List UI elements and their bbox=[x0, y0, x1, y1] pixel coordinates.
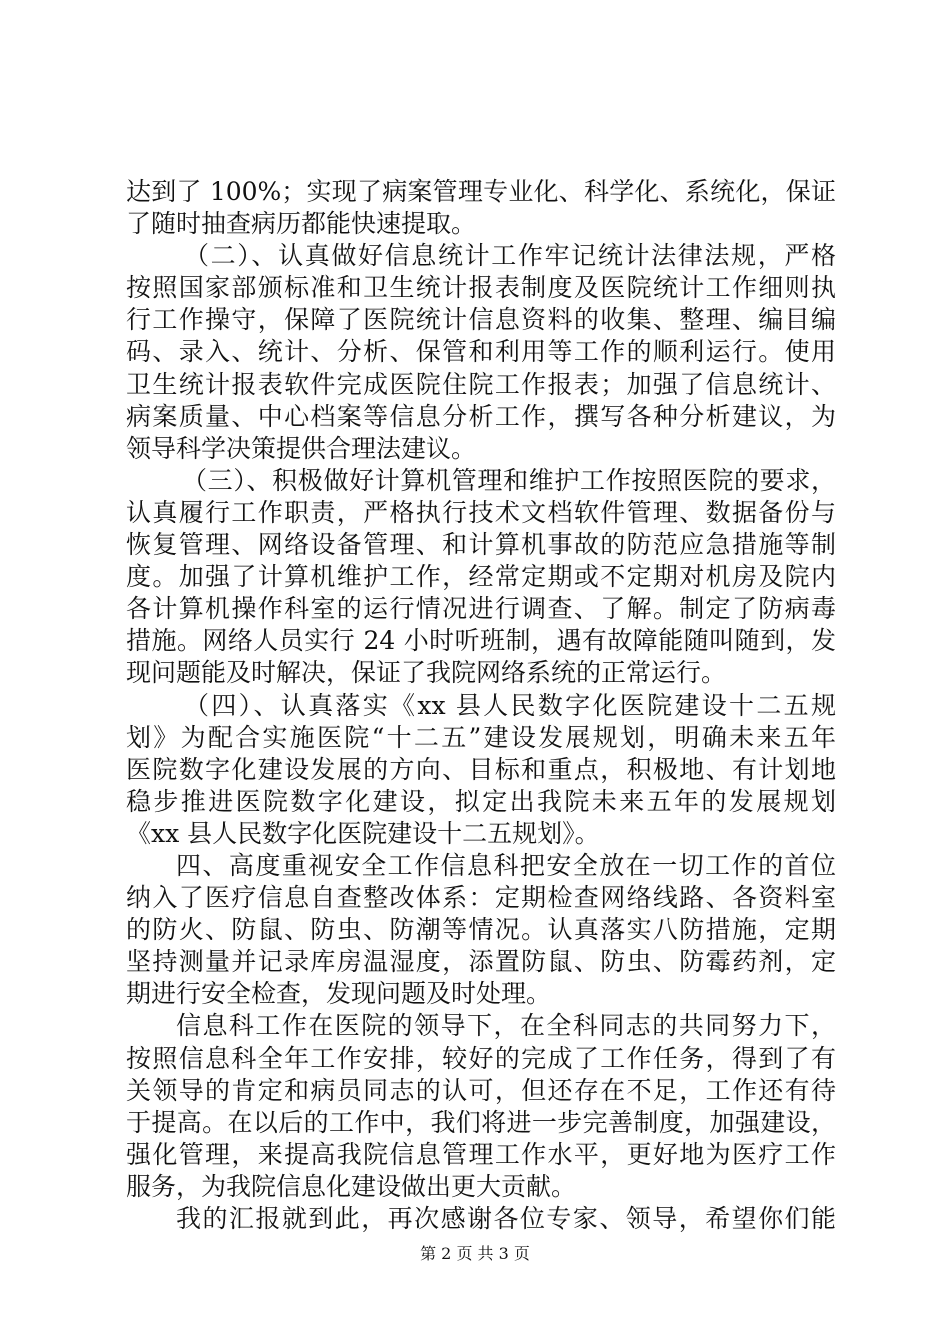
text-line: 医院数字化建设发展的方向、目标和重点，积极地、有计划地 bbox=[126, 754, 836, 784]
text-line: 《xx 县人民数字化医院建设十二五规划》。 bbox=[126, 818, 600, 848]
text-line: 度。加强了计算机维护工作，经常定期或不定期对机房及院内 bbox=[126, 562, 836, 592]
text-line: 达到了 100%；实现了病案管理专业化、科学化、系统化，保证 bbox=[126, 177, 836, 206]
text-line: 各计算机操作科室的运行情况进行调查、了解。制定了防病毒 bbox=[126, 594, 836, 624]
text-line: 按照信息科全年工作安排，较好的完成了工作任务，得到了有 bbox=[126, 1043, 836, 1073]
text-line: 了随时抽查病历都能快速提取。 bbox=[126, 209, 477, 239]
document-body bbox=[126, 176, 836, 1235]
text-line: 四、高度重视安全工作信息科把安全放在一切工作的首位 bbox=[176, 850, 836, 880]
text-line: 划》为配合实施医院“十二五”建设发展规划，明确未来五年 bbox=[126, 722, 836, 752]
text-line: 信息科工作在医院的领导下，在全科同志的共同努力下， bbox=[176, 1011, 836, 1041]
text-line: （四）、认真落实《xx 县人民数字化医院建设十二五规 bbox=[184, 690, 836, 720]
text-line: （二）、认真做好信息统计工作牢记统计法律法规，严格 bbox=[184, 241, 836, 271]
text-line: 措施。网络人员实行 24 小时听班制，遇有故障能随叫随到，发 bbox=[126, 626, 836, 656]
text-line: 卫生统计报表软件完成医院住院工作报表；加强了信息统计、 bbox=[126, 369, 836, 399]
text-line: 服务，为我院信息化建设做出更大贡献。 bbox=[126, 1171, 577, 1201]
text-line: 我的汇报就到此，再次感谢各位专家、领导，希望你们能 bbox=[176, 1204, 836, 1233]
text-line: 领导科学决策提供合理法建议。 bbox=[126, 433, 477, 463]
text-line: 码、录入、统计、分析、保管和利用等工作的顺利运行。使用 bbox=[126, 337, 836, 367]
text-line: 强化管理，来提高我院信息管理工作水平，更好地为医疗工作 bbox=[126, 1139, 836, 1169]
text-line: 行工作操守，保障了医院统计信息资料的收集、整理、编目编 bbox=[126, 305, 836, 335]
text-line: 的防火、防鼠、防虫、防潮等情况。认真落实八防措施，定期 bbox=[126, 915, 836, 945]
text-line: 稳步推进医院数字化建设，拟定出我院未来五年的发展规划 bbox=[126, 786, 836, 816]
page-number-footer: 第 2 页 共 3 页 bbox=[420, 1244, 530, 1263]
text-line: 恢复管理、网络设备管理、和计算机事故的防范应急措施等制 bbox=[126, 530, 836, 560]
text-line: 按照国家部颁标准和卫生统计报表制度及医院统计工作细则执 bbox=[126, 273, 836, 303]
text-line: 坚持测量并记录库房温湿度，添置防鼠、防虫、防霉药剂，定 bbox=[126, 947, 836, 977]
text-line: 认真履行工作职责，严格执行技术文档软件管理、数据备份与 bbox=[126, 497, 836, 527]
text-line: 于提高。在以后的工作中，我们将进一步完善制度，加强建设， bbox=[126, 1107, 836, 1137]
text-line: 纳入了医疗信息自查整改体系：定期检查网络线路、各资料室 bbox=[126, 883, 836, 913]
text-line: 现问题能及时解决，保证了我院网络系统的正常运行。 bbox=[126, 658, 727, 688]
text-line: 期进行安全检查，发现问题及时处理。 bbox=[126, 979, 552, 1009]
text-line: 关领导的肯定和病员同志的认可，但还存在不足，工作还有待 bbox=[126, 1075, 836, 1105]
text-line: （三）、积极做好计算机管理和维护工作按照医院的要求， bbox=[182, 465, 836, 495]
text-line: 病案质量、中心档案等信息分析工作，撰写各种分析建议，为 bbox=[126, 401, 836, 431]
